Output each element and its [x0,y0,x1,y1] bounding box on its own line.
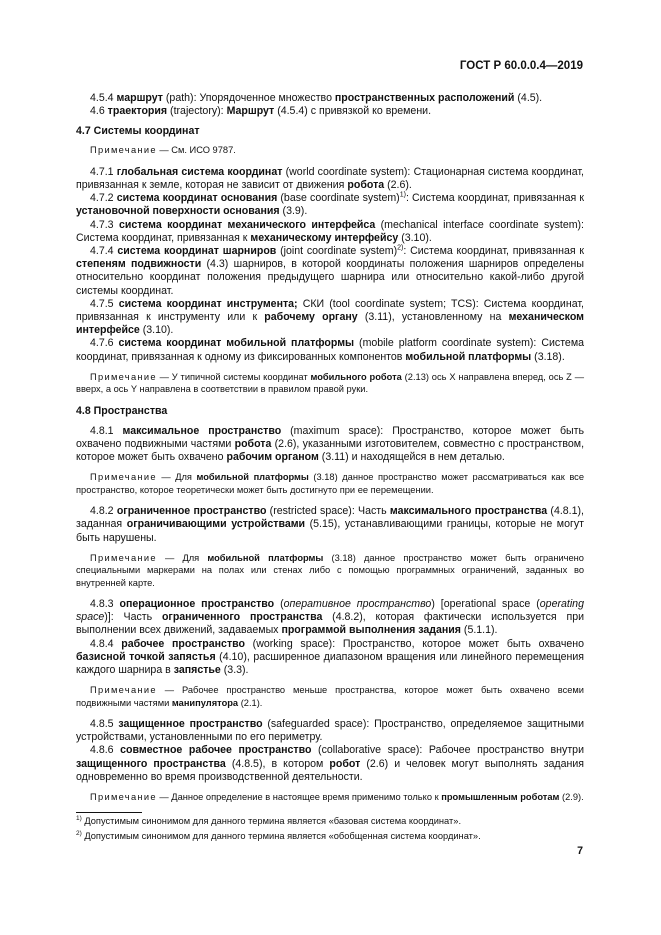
document-header: ГОСТ Р 60.0.0.4—2019 [459,60,583,72]
note-4-8-4: Примечание — Рабочее пространство меньше пространства, которое может быть охвачено всеми подвижными частями манипулятора (2.1). [76,685,584,708]
term-4-6: 4.6 траектория (trajectory): Маршрут (4.5.4) с привязкой ко времени. [90,105,432,118]
term-4-7-5: 4.7.5 система координат инструмента; СКИ (tool coordinate system; TCS): Система координат, привязанная к инструменту или к рабочему органу (3.11), установленному на механическом интерфейсе (3.10). [76,297,584,337]
term-4-7-3: 4.7.3 система координат механического интерфейса (mechanical interface coordinate system): Система координат, привязанная к механическому интерфейсу (3.10). [76,218,585,244]
term-4-8-6: 4.8.6 совместное рабочее пространство (collaborative space): Рабочее пространство внутри защищенного пространства (4.8.5), в котором робот (2.6) и человек могут выполнять задания одновременно во время производственной деятельности. [76,744,584,783]
note-4-8-6: Примечание — Данное определение в настоящее время применимо только к промышленным роботам (2.9). [90,791,584,802]
term-4-7-6: 4.7.6 система координат мобильной платформы (mobile platform coordinate system): Система координат, привязанная к одному из фиксированных компонентов мобильной платформы (3.18). [76,337,584,363]
term-4-5-4: 4.5.4 маршрут (path): Упорядоченное множество пространственных расположений (4.5). [90,92,543,104]
footnote-2: $^{2)}$ Допустимым синонимом для данного термина является «обобщенная система координат». [76,829,481,841]
term-4-7-2: 4.7.2 система координат основания (base coordinate system)$^{1)}$: Система координат, привязанная к установочной поверхности основания (3.9). [76,191,584,218]
term-4-7-1: 4.7.1 глобальная система координат (world coordinate system): Стационарная система координат, привязанная к земле, которая не зависит от движения робота (2.6). [76,165,584,192]
term-4-8-5: 4.8.5 защищенное пространство (safeguarded space): Пространство, определяемое защитными устройствами, установленными по его периметру. [76,717,584,744]
term-4-8-2: 4.8.2 ограниченное пространство (restricted space): Часть максимального пространства (4.8.1), заданная ограничивающими устройствами (5.15), устанавливающими границы, которые не могут быть нарушены. [76,505,584,544]
section-heading-4-7: 4.7 Системы координат [76,125,200,138]
note-4-8-2: Примечание — Для мобильной платформы (3.18) данное пространство может быть ограничено специальными маркерами на полах или стенах либо с помощью программных ограничений, заданных во внутренней карте. [76,552,584,588]
footnote-1: $^{1)}$ Допустимым синонимом для данного термина является «базовая система координат». [76,814,462,826]
term-4-7-4: 4.7.4 система координат шарниров (joint coordinate system)$^{2)}$: Система координат, привязанная к степеням подвижности (4.3) шарниров, в которой координаты положения шарниров определены относительно координат положения предыдущего шарнира или относительно какой-либо другой системы координат. [76,244,585,297]
section-heading-4-8: 4.8 Пространства [76,404,168,417]
document-body [76,92,584,812]
term-4-8-3: 4.8.3 операционное пространство (оперативное пространство) [operational space (operating space)]: Часть ограниченного пространства (4.8.2), которая фактически используется при выполнении всех движений, задаваемых программой выполнения задания (5.1.1). [76,597,584,637]
note-4-7: Примечание — См. ИСО 9787. [90,145,236,156]
term-4-8-1: 4.8.1 максимальное пространство (maximum space): Пространство, которое может быть охвачено подвижными частями робота (2.6), указанными изготовителем, совместно с пространством, которое может быть охвачено рабочим органом (3.11) и находящейся в нем деталью. [76,424,585,464]
note-4-8-1: Примечание — Для мобильной платформы (3.18) данное пространство может рассматриваться как все пространство, которое теоретически может быть достигнуто при ее перемещении. [76,472,584,495]
note-4-7-6: Примечание — У типичной системы координат мобильного робота (2.13) ось X направлена вперед, ось Z — вверх, а ось Y направлена в соответствии в правилом правой руки. [76,371,584,395]
footnote-separator [76,812,142,813]
page-number: 7 [577,845,583,857]
term-4-8-4: 4.8.4 рабочее пространство (working space): Пространство, которое может быть охвачено базисной точкой запястья (4.10), расширенное диапазоном вращения или линейного перемещения каждого шарнира в запястье (3.3). [76,637,584,676]
